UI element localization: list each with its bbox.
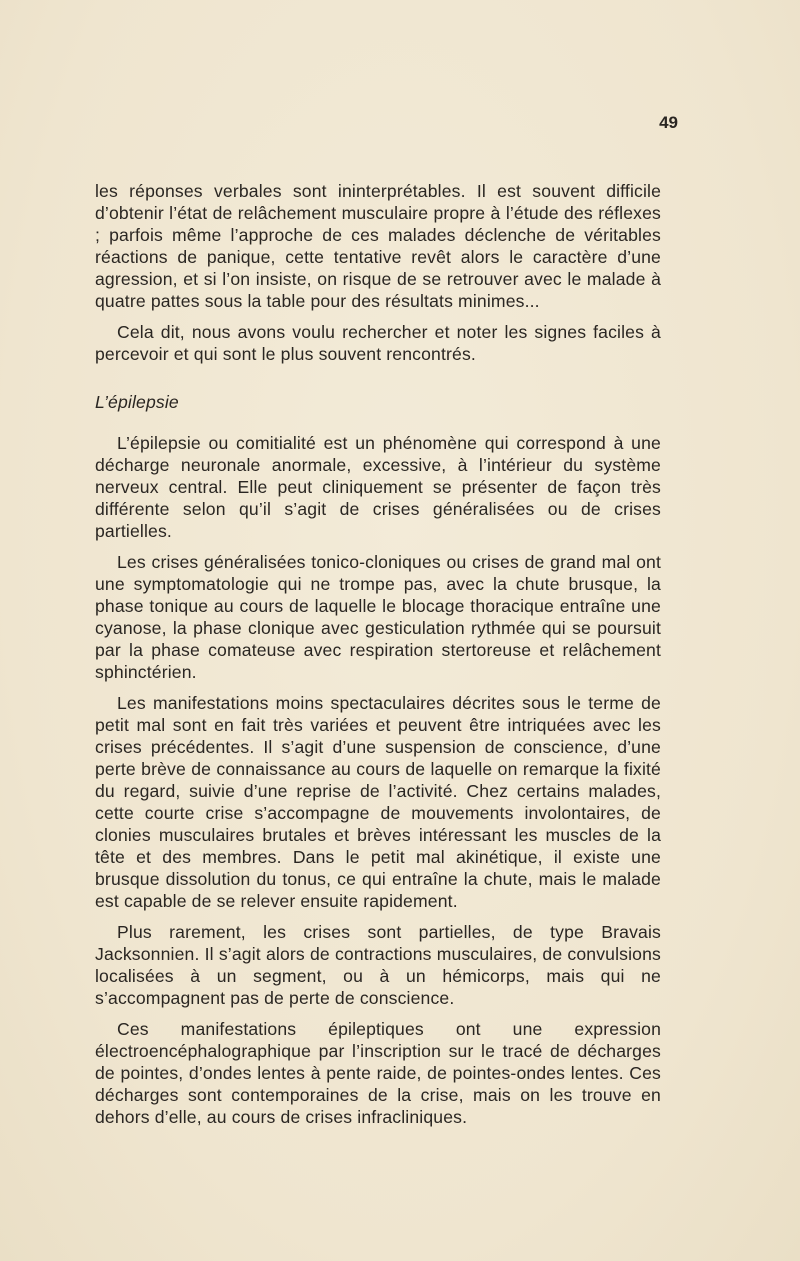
paragraph: Les crises généralisées tonico-cloniques ou crises de grand mal ont une symptomatologie qui ne trompe pas, avec la chute brusque, la phase tonique au cours de laquelle le blocage thoracique entraîne une cyanose, la phase clonique avec gesticulation rythmée qui se poursuit par la phase comateuse avec respiration stertoreuse et relâchement sphinctérien.: [95, 552, 661, 682]
paragraph: Cela dit, nous avons voulu rechercher et noter les signes faciles à percevoir et qui sont le plus souvent rencontrés.: [95, 322, 661, 364]
page-number: 49: [659, 113, 678, 132]
paragraph: Les manifestations moins spectaculaires décrites sous le terme de petit mal sont en fait très variées et peuvent être intriquées avec les crises précédentes. Il s’agit d’une suspension de conscience, d’une perte brève de connaissance au cours de laquelle on remarque la fixité du regard, suivie d’une reprise de l’activité. Chez certains malades, cette courte crise s’accompagne de mouvements involontaires, de clonies musculaires brutales et brèves intéressant les muscles de la tête et des membres. Dans le petit mal akinétique, il existe une brusque dissolution du tonus, ce qui entraîne la chute, mais le malade est capable de se relever ensuite rapidement.: [95, 693, 661, 911]
paragraph: Plus rarement, les crises sont partielles, de type Bravais Jacksonnien. Il s’agit alors de contractions musculaires, de convulsions localisées à un segment, ou à un hémicorps, mais qui ne s’accompagnent pas de perte de conscience.: [95, 922, 661, 1008]
body-text: [95, 180, 661, 1137]
section-heading: L’épilepsie: [95, 392, 179, 412]
paragraph: Ces manifestations épileptiques ont une expression électroencéphalographique par l’inscription sur le tracé de décharges de pointes, d’ondes lentes à pente raide, de pointes-ondes lentes. Ces décharges sont contemporaines de la crise, mais on les trouve en dehors d’elle, au cours de crises infracliniques.: [95, 1019, 661, 1127]
paragraph: L’épilepsie ou comitialité est un phénomène qui correspond à une décharge neuronale anormale, excessive, à l’intérieur du système nerveux central. Elle peut cliniquement se présenter de façon très différente selon qu’il s’agit de crises généralisées ou de crises partielles.: [95, 433, 661, 541]
paragraph: les réponses verbales sont ininterprétables. Il est souvent difficile d’obtenir l’état de relâchement musculaire propre à l’étude des réflexes ; parfois même l’approche de ces malades déclenche de véritables réactions de panique, cette tentative revêt alors le caractère d’une agression, et si l’on insiste, on risque de se retrouver avec le malade à quatre pattes sous la table pour des résultats minimes...: [95, 181, 661, 311]
